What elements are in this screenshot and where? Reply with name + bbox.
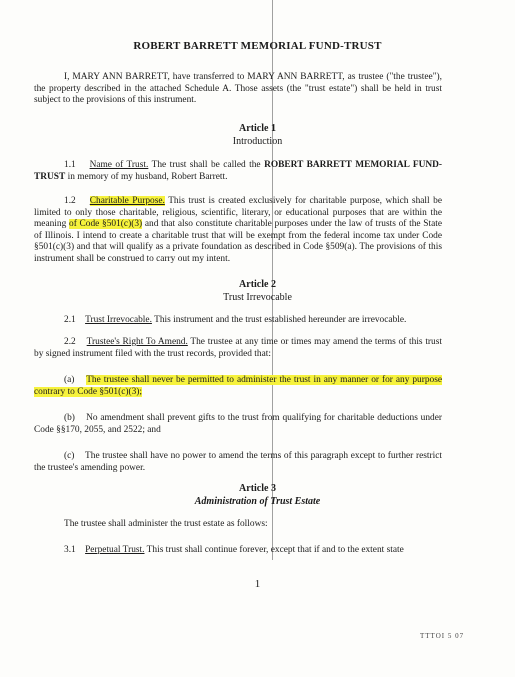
highlighted-code-reference: of Code §501(c)(3) [69, 219, 143, 230]
section-2-2-number: 2.2 [64, 337, 76, 347]
section-1-2 [34, 196, 442, 266]
clause-b-text: No amendment shall prevent gifts to the trust from qualifying for charitable deductions under Code §§170, 2055, and 2522; and [34, 413, 443, 435]
clause-a [34, 375, 442, 398]
article-2-heading: Article 2 [239, 279, 276, 290]
document-title: ROBERT BARRETT MEMORIAL FUND-TRUST [133, 40, 382, 52]
section-1-1-label: Name of Trust. [89, 160, 149, 170]
section-3-1-number: 3.1 [64, 545, 76, 555]
clause-c-text: The trustee shall have no power to amend the terms of this paragraph except to further restrict the trustee's amending power. [34, 451, 442, 473]
article-3-intro: The trustee shall administer the trust estate as follows: [64, 519, 268, 529]
section-1-1 [34, 160, 442, 183]
section-2-2 [34, 337, 442, 360]
section-3-1-label: Perpetual Trust. [85, 545, 145, 555]
clause-c-label: (c) [64, 451, 75, 461]
section-2-1-text: This instrument and the trust established hereunder are irrevocable. [154, 315, 407, 325]
article-1-subheading: Introduction [232, 136, 283, 147]
section-1-1-number: 1.1 [64, 160, 76, 170]
section-2-2-label: Trustee's Right To Amend. [86, 337, 188, 347]
section-2-1-label: Trust Irrevocable. [85, 315, 152, 325]
section-1-1-text: The trust shall be called the [151, 160, 261, 170]
article-1-heading: Article 1 [239, 123, 276, 134]
intro-paragraph: I, MARY ANN BARRETT, have transferred to MARY ANN BARRETT, as trustee ("the trustee"), the property described in the attached Schedule A. Those assets (the "trust estate") shall be held in trust subject to the provisions of this instrument. [34, 72, 442, 106]
section-2-1 [34, 315, 442, 327]
page-number: 1 [254, 578, 261, 590]
section-2-2-text: The trustee at any time or times may amend the terms of this trust by signed instrument filed with the trust records, provided that: [34, 337, 442, 359]
section-1-2-label: Charitable Purpose. [89, 196, 165, 206]
article-3-subheading: Administration of Trust Estate [194, 496, 321, 507]
trust-name: ROBERT BARRETT MEMORIAL FUND-TRUST [34, 160, 443, 182]
article-2-subheading: Trust Irrevocable [223, 292, 292, 303]
section-1-2-text: This trust is created exclusively for charitable purpose, which shall be limited to only those charitable, religious, scientific, literary, or educational purposes that are within the meaning [34, 196, 442, 230]
section-3-1-text: This trust shall continue forever, except that if and to the extent state [146, 545, 404, 555]
section-1-2-text-end: and that also constitute charitable purposes under the law of trusts of the State of Illinois. I intend to create a charitable trust that will be exempt from the federal income tax under Code §501(c)(3) and that will qualify as a private foundation as described in Code §509(a). The provisions of this instrument shall be construed to carry out my intent. [34, 219, 443, 264]
clause-b [34, 413, 442, 436]
section-3-1 [34, 545, 442, 557]
section-1-2-number: 1.2 [64, 196, 76, 206]
footer-mark: TTTOI 5 07 [420, 632, 465, 640]
article-3-heading: Article 3 [239, 483, 276, 494]
clause-a-label: (a) [64, 375, 75, 385]
clause-b-label: (b) [64, 413, 75, 423]
clause-c [34, 451, 442, 474]
section-1-1-text-end: in memory of my husband, Robert Barrett. [67, 171, 228, 182]
clause-a-highlighted-text: The trustee shall never be permitted to administer the trust in any manner or for any purpose contrary to Code §501(c)(3); [34, 375, 443, 397]
section-2-1-number: 2.1 [64, 315, 76, 325]
